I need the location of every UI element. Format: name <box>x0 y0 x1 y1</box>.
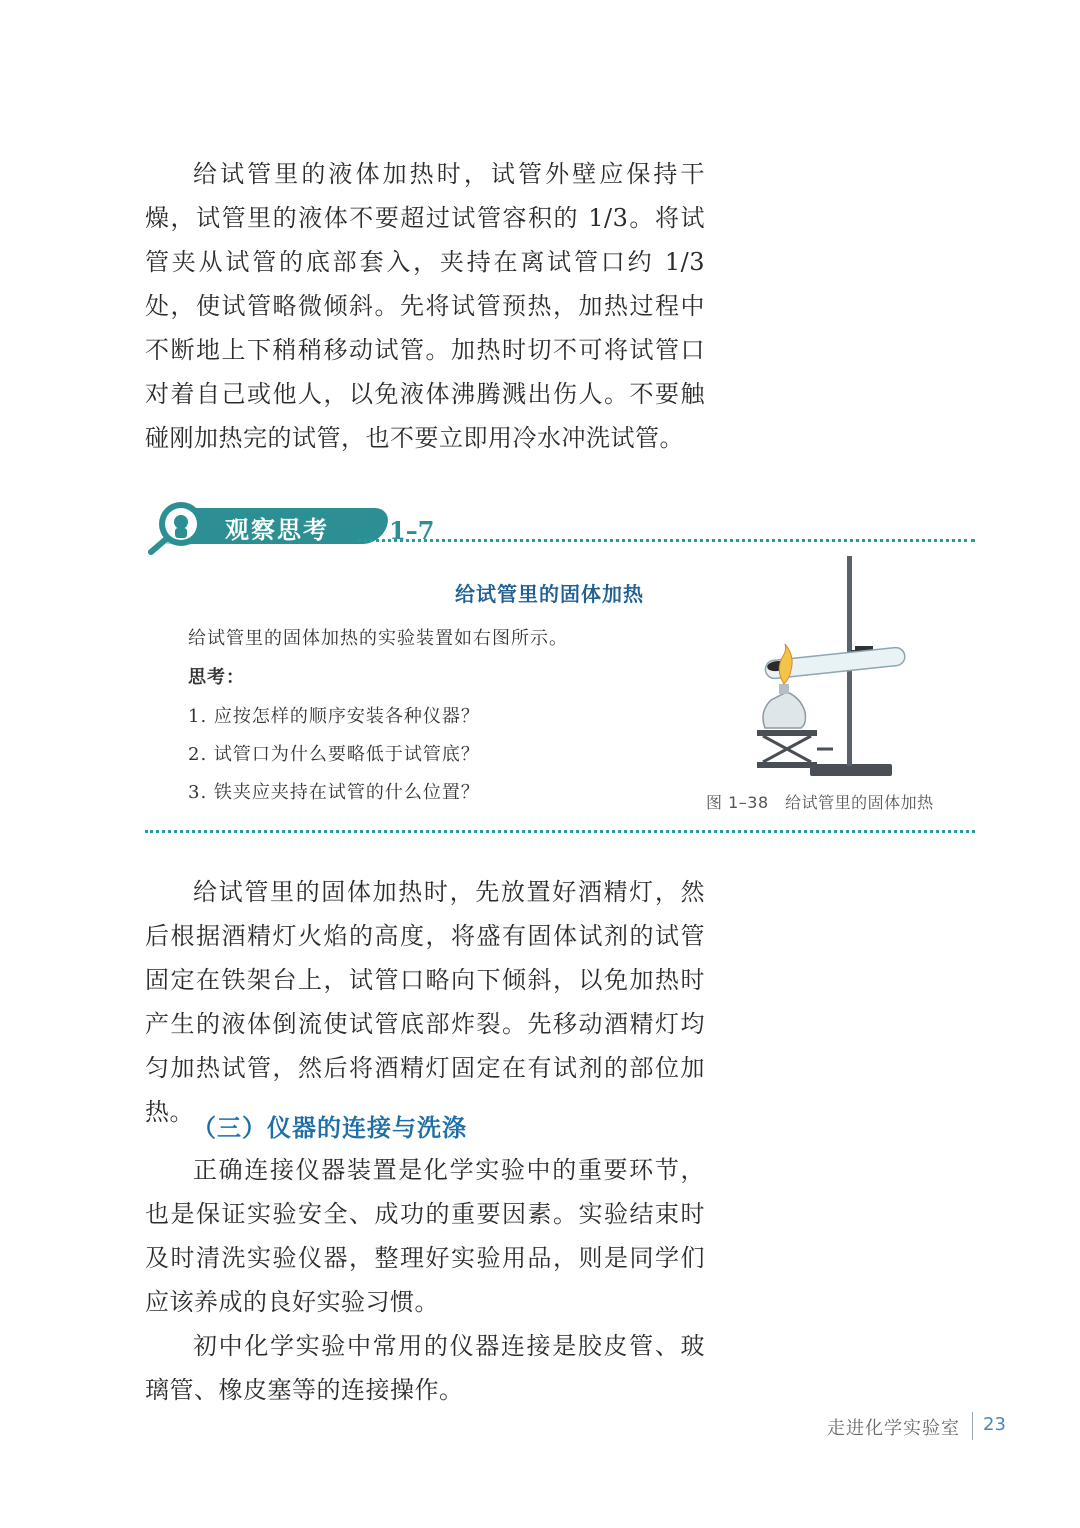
lab-jack-top <box>757 730 817 736</box>
dotted-divider-bottom <box>145 830 975 833</box>
figure-caption: 图 1–38 给试管里的固体加热 <box>706 793 934 812</box>
question-2: 2. 试管口为什么要略低于试管底？ <box>188 744 480 765</box>
page-number: 23 <box>983 1414 1006 1435</box>
footer-separator <box>972 1412 973 1440</box>
alcohol-lamp <box>763 692 806 728</box>
box-intro: 给试管里的固体加热的实验装置如右图所示。 <box>188 628 568 649</box>
body-paragraph-liquid-heating: 给试管里的液体加热时，试管外壁应保持干燥，试管里的液体不要超过试管容积的 1/3。将试管夹从试管的底部套入，夹持在离试管口约 1/3 处，使试管略微倾斜。先将试管预热，加热过程中不断地上下稍稍移动试管。加热时切不可将试管口对着自己或他人，以免液体沸腾溅出伤人。不要触碰刚加热完的试管，也不要立即用冷水冲洗试管。 <box>145 160 705 452</box>
body-paragraph-connection: 正确连接仪器装置是化学实验中的重要环节，也是保证实验安全、成功的重要因素。实验结束时及时清洗实验仪器，整理好实验用品，则是同学们应该养成的良好实验习惯。 <box>145 1156 705 1316</box>
think-label: 思考： <box>188 667 245 688</box>
observation-banner <box>145 498 975 558</box>
lamp-wick-holder <box>779 684 789 694</box>
body-paragraph-solid-heating: 给试管里的固体加热时，先放置好酒精灯，然后根据酒精灯火焰的高度，将盛有固体试剂的试管固定在铁架台上，试管口略向下倾斜，以免加热时产生的液体倒流使试管底部炸裂。先移动酒精灯均匀加热试管，然后将酒精灯固定在有试剂的部位加热。 <box>145 878 705 1126</box>
heating-apparatus-illustration <box>735 552 935 782</box>
dotted-divider-top <box>357 539 975 542</box>
flame <box>779 644 792 684</box>
body-paragraph-connection-ops: 初中化学实验中常用的仪器连接是胶皮管、玻璃管、橡皮塞等的连接操作。 <box>145 1332 705 1404</box>
banner-number: 1–7 <box>389 516 435 545</box>
box-title: 给试管里的固体加热 <box>455 582 644 606</box>
lab-jack-bottom <box>757 762 817 768</box>
footer-chapter: 走进化学实验室 <box>827 1418 960 1439</box>
section-heading: （三）仪器的连接与洗涤 <box>192 1114 467 1142</box>
question-1: 1. 应按怎样的顺序安装各种仪器？ <box>188 706 480 727</box>
banner-title: 观察思考 <box>225 516 329 544</box>
question-3: 3. 铁夹应夹持在试管的什么位置？ <box>188 782 480 803</box>
magnifier-icon <box>145 498 215 556</box>
